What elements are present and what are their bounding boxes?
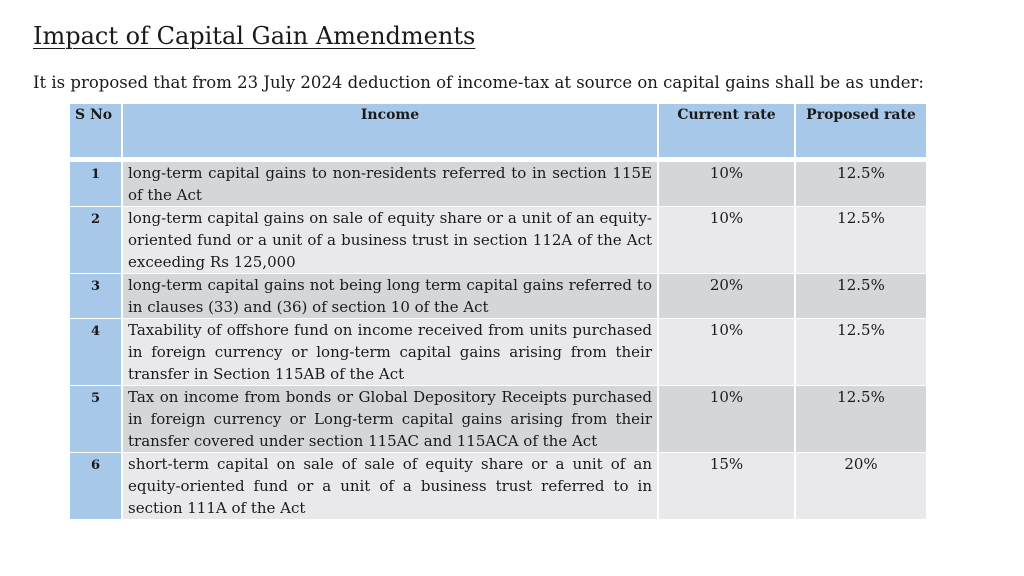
row-income: long-term capital gains on sale of equity share or a unit of an equity-oriented fund or a unit of a business trust in section 112A of the Act exceeding Rs 125,000	[122, 207, 658, 274]
tds-rates-table	[70, 104, 928, 520]
row-current-rate: 10%	[658, 162, 795, 207]
header-proposed-rate: Proposed rate	[795, 104, 927, 158]
page-title: Impact of Capital Gain Amendments	[33, 22, 476, 50]
row-income: Tax on income from bonds or Global Depository Receipts purchased in foreign currency or Long-term capital gains arising from their transfer covered under section 115AC and 115ACA of the Act	[122, 386, 658, 453]
row-proposed-rate: 12.5%	[795, 207, 927, 274]
table-row	[70, 386, 927, 453]
row-current-rate: 10%	[658, 386, 795, 453]
row-proposed-rate: 12.5%	[795, 162, 927, 207]
row-current-rate: 10%	[658, 207, 795, 274]
header-sno: S No	[70, 104, 122, 158]
row-proposed-rate: 12.5%	[795, 274, 927, 319]
row-sno: 4	[70, 319, 122, 386]
row-current-rate: 20%	[658, 274, 795, 319]
header-income: Income	[122, 104, 658, 158]
row-income: short-term capital on sale of sale of equity share or a unit of an equity-oriented fund or a unit of a business trust referred to in section 111A of the Act	[122, 453, 658, 520]
table-row	[70, 162, 927, 207]
row-sno: 5	[70, 386, 122, 453]
page-subtitle: It is proposed that from 23 July 2024 deduction of income-tax at source on capital gains shall be as under:	[33, 73, 924, 92]
row-income: Taxability of offshore fund on income received from units purchased in foreign currency or long-term capital gains arising from their transfer in Section 115AB of the Act	[122, 319, 658, 386]
header-current-rate: Current rate	[658, 104, 795, 158]
row-current-rate: 15%	[658, 453, 795, 520]
row-income: long-term capital gains not being long term capital gains referred to in clauses (33) and (36) of section 10 of the Act	[122, 274, 658, 319]
table-row	[70, 274, 927, 319]
row-sno: 6	[70, 453, 122, 520]
row-income: long-term capital gains to non-residents referred to in section 115E of the Act	[122, 162, 658, 207]
row-proposed-rate: 12.5%	[795, 319, 927, 386]
row-sno: 2	[70, 207, 122, 274]
row-sno: 3	[70, 274, 122, 319]
row-proposed-rate: 12.5%	[795, 386, 927, 453]
row-sno: 1	[70, 162, 122, 207]
table-row	[70, 207, 927, 274]
row-proposed-rate: 20%	[795, 453, 927, 520]
table-row	[70, 453, 927, 520]
table-header-row	[70, 104, 927, 158]
table-row	[70, 319, 927, 386]
row-current-rate: 10%	[658, 319, 795, 386]
